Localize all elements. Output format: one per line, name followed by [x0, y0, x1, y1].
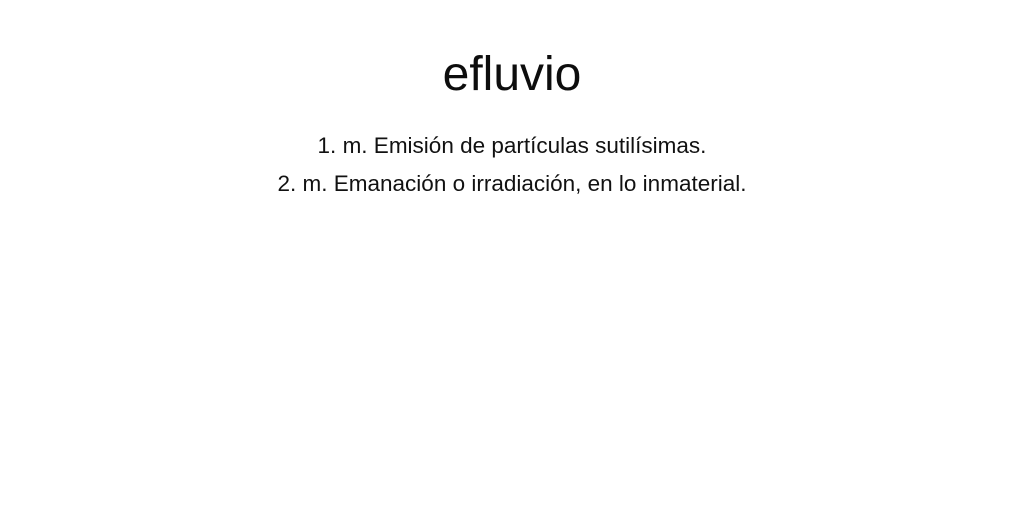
entry-word: efluvio — [442, 48, 582, 101]
definition-2: 2. m. Emanación o irradiación, en lo inmaterial. — [277, 171, 747, 196]
definition-1: 1. m. Emisión de partículas sutilísimas. — [317, 133, 707, 158]
definition-list — [0, 127, 1024, 203]
